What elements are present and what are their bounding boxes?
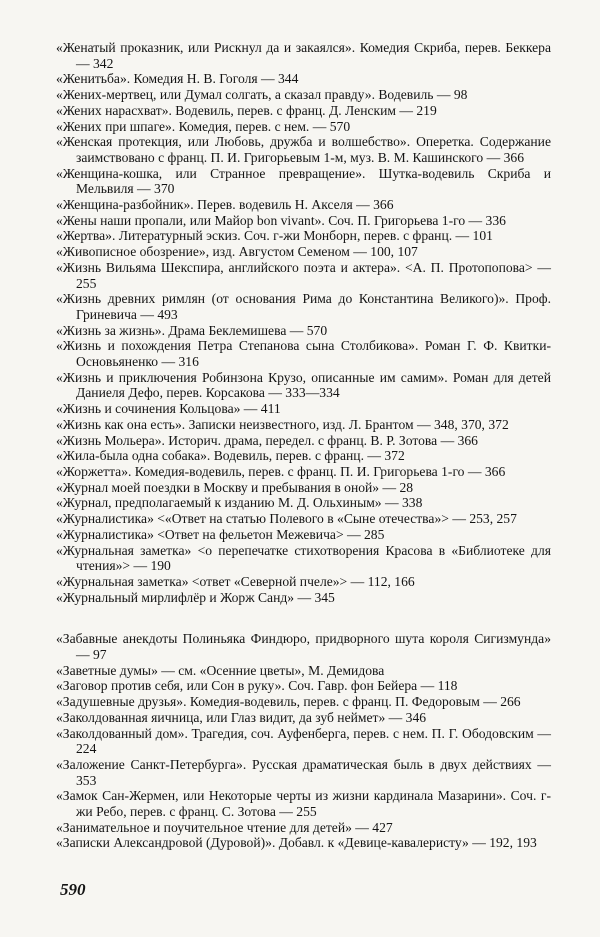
index-entry: «Живописное обозрение», изд. Августом Семеном — 100, 107 — [56, 244, 418, 260]
index-entry: «Жених-мертвец, или Думал солгать, а сказал правду». Водевиль — 98 — [56, 87, 468, 103]
index-entry: «Женщина-разбойник». Перев. водевиль Н. Акселя — 366 — [56, 197, 394, 213]
index-section-z — [56, 631, 551, 851]
index-entry: «Жила-была одна собака». Водевиль, перев. с франц. — 372 — [56, 448, 405, 464]
index-entry: «Жизнь Вильяма Шекспира, английского поэта и актера». <А. П. Протопопова> — 255 — [56, 259, 551, 291]
index-entry: «Жизнь как она есть». Записки неизвестного, изд. Л. Брантом — 348, 370, 372 — [56, 416, 509, 432]
index-entry: «Жертва». Литературный эскиз. Соч. г-жи Монборн, перев. с франц. — 101 — [56, 228, 493, 244]
index-column — [56, 40, 551, 851]
index-entry: «Женская протекция, или Любовь, дружба и волшебство». Оперетка. Содержание заимствовано с франц. П. И. Григорьевым 1-м, муз. В. М. Кашинского — 366 — [56, 134, 551, 165]
index-entry: «Журналистика» <«Ответ на статью Полевого в «Сыне отечества»> — 253, 257 — [56, 511, 517, 527]
index-entry: «Записки Александровой (Дуровой)». Добавл. к «Девице-кавалеристу» — 192, 193 — [56, 835, 537, 851]
index-entry: «Жених нарасхват». Водевиль, перев. с франц. Д. Ленским — 219 — [56, 102, 437, 118]
index-entry: «Заколдованный дом». Трагедия, соч. Ауфенберга, перев. с нем. П. Г. Ободовским — 224 — [56, 725, 551, 757]
page-number: 590 — [60, 880, 86, 899]
index-entry: «Заколдованная яичница, или Глаз видит, да зуб неймет» — 346 — [56, 709, 427, 725]
index-entry: «Журналистика» <Ответ на фельетон Межевича> — 285 — [56, 526, 385, 542]
index-entry: «Жизнь Мольера». Историч. драма, передел. с франц. В. Р. Зотова — 366 — [56, 432, 478, 448]
index-entry: «Жених при шпаге». Комедия, перев. с нем. — 570 — [56, 118, 351, 134]
index-entry: «Занимательное и поучительное чтение для детей» — 427 — [56, 819, 393, 835]
index-entry: «Жизнь за жизнь». Драма Беклемишева — 570 — [56, 322, 328, 338]
index-entry: «Журнал, предполагаемый к изданию М. Д. Ольхиным» — 338 — [56, 495, 423, 511]
index-entry: «Женитьба». Комедия Н. В. Гоголя — 344 — [56, 71, 299, 87]
index-entry: «Забавные анекдоты Полиньяка Финдюро, придворного шута короля Сигизмунда» — 97 — [56, 631, 551, 663]
index-entry: «Журнальная заметка» <ответ «Северной пчеле»> — 112, 166 — [56, 573, 415, 589]
section-gap — [56, 605, 551, 631]
index-entry: «Женатый проказник, или Рискнул да и закаялся». Комедия Скриба, перев. Беккера — 342 — [56, 40, 551, 71]
index-entry: «Женщина-кошка, или Странное превращение». Шутка-водевиль Скриба и Мельвиля — 370 — [56, 165, 551, 197]
index-entry: «Заложение Санкт-Петербурга». Русская драматическая быль в двух действиях — 353 — [56, 756, 551, 788]
index-entry: «Замок Сан-Жермен, или Некоторые черты из жизни кардинала Мазарини». Соч. г-жи Ребо, перев. с франц. С. Зотова — 255 — [56, 788, 551, 820]
index-entry: «Жены наши пропали, или Майор bon vivant». Соч. П. Григорьева 1-го — 336 — [56, 212, 506, 228]
index-entry: «Жизнь и приключения Робинзона Крузо, описанные им самим». Роман для детей Даниеля Дефо, перев. Корсакова — 333—334 — [56, 369, 551, 401]
index-entry: «Жизнь и похождения Петра Степанова сына Столбикова». Роман Г. Ф. Квитки-Основьяненко — 316 — [56, 338, 551, 370]
index-entry: «Заветные думы» — см. «Осенние цветы», М. Демидова — [56, 662, 385, 678]
index-entry: «Задушевные друзья». Комедия-водевиль, перев. с франц. П. Федоровым — 266 — [56, 694, 521, 710]
index-entry: «Заговор против себя, или Сон в руку». Соч. Гавр. фон Бейера — 118 — [56, 678, 458, 694]
index-entry: «Журнальный мирлифлёр и Жорж Санд» — 345 — [56, 589, 335, 605]
index-entry: «Журнальная заметка» <о перепечатке стихотворения Красова в «Библиотеке для чтения»> — 190 — [56, 542, 551, 574]
index-entry: «Жизнь древних римлян (от основания Рима до Константина Великого)». Проф. Гриневича — 493 — [56, 291, 551, 322]
index-section-zh — [56, 40, 551, 605]
index-entry: «Жоржетта». Комедия-водевиль, перев. с франц. П. И. Григорьева 1-го — 366 — [56, 463, 506, 479]
index-entry: «Журнал моей поездки в Москву и пребывания в оной» — 28 — [56, 479, 414, 495]
index-entry: «Жизнь и сочинения Кольцова» — 411 — [56, 401, 281, 417]
